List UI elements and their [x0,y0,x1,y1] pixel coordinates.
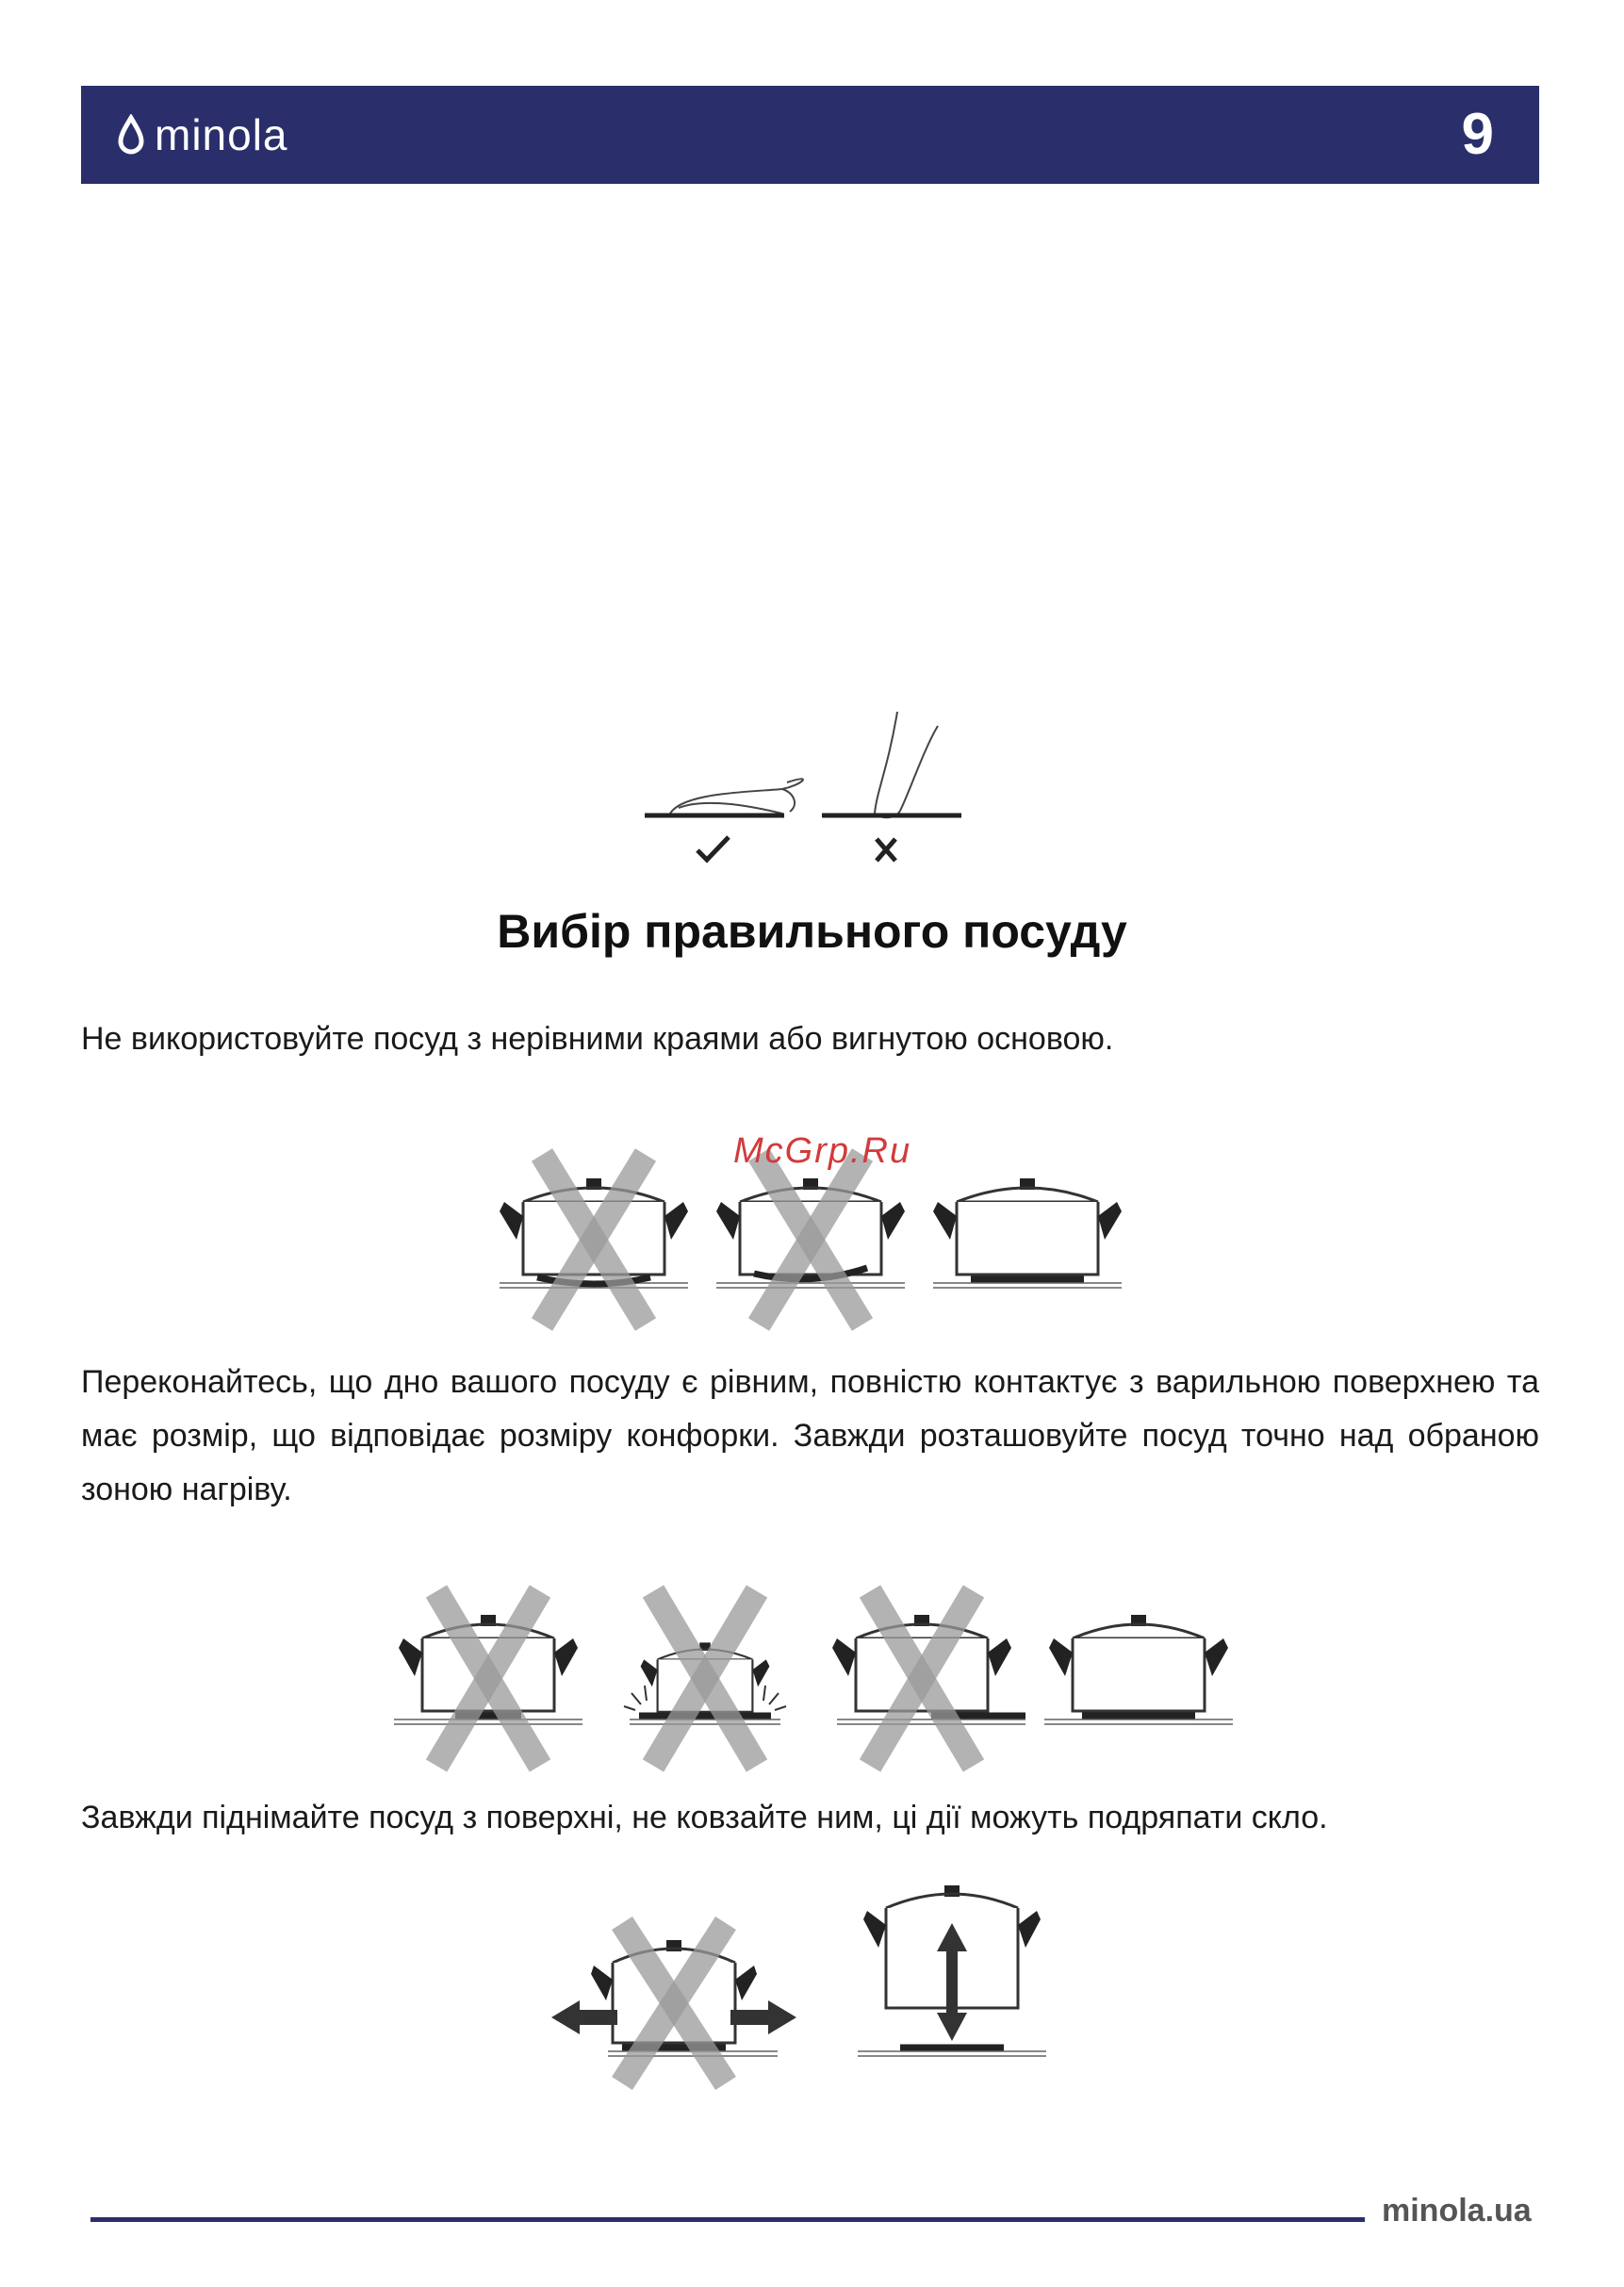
paragraph-lift-cookware: Завжди піднімайте посуд з поверхні, не ковзайте ним, ці дії можуть подряпати скло. [81,1800,1328,1835]
touch-illustration [641,702,966,872]
paragraph-uneven-base: Не використовуйте посуд з нерівними краями або вигнутою основою. [81,1021,1114,1057]
arrow-right-icon [730,2000,796,2034]
brand-logo [117,107,288,163]
brand-name: minola [155,110,288,159]
pots-row-lift [556,1885,1065,2083]
section-title: Вибір правильного посуду [497,905,1127,958]
footer-rule [90,2217,1365,2222]
cross-icon [877,839,895,861]
drop-icon [117,114,145,156]
footer-website: minola.ua [1382,2193,1532,2229]
paragraph-flat-bottom: Переконайтесь, що дно вашого посуду є рівним, повністю контактує з варильною поверхнею та має розмір, що відповідає розміру конфорки. Завжди розташовуйте посуд точно над обраною зоною нагріву. [81,1364,1539,1507]
checkmark-icon [697,837,729,860]
watermark: McGrp.Ru [733,1131,912,1171]
page-number: 9 [1461,102,1494,167]
page-header [81,86,1539,184]
pots-row-size [394,1546,1242,1763]
arrow-left-icon [551,2000,617,2034]
